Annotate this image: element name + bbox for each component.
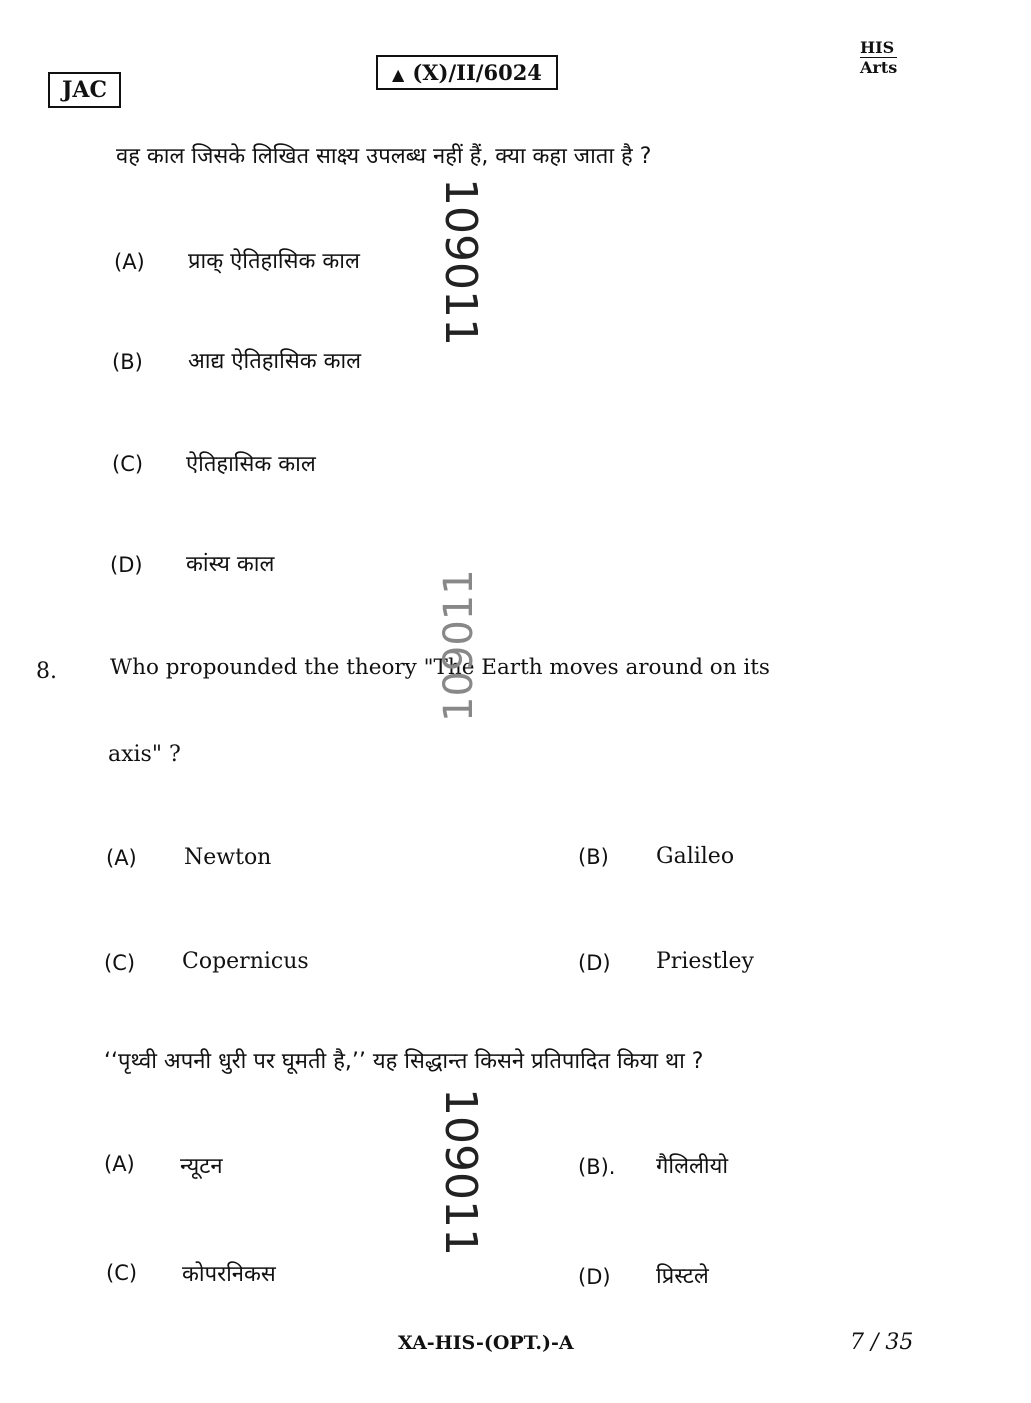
page-number: 7 / 35: [850, 1330, 914, 1355]
serial-stamp: 109011: [436, 569, 482, 722]
triangle-icon: ▲: [392, 65, 405, 84]
q8-option-c-text: Copernicus: [182, 949, 309, 974]
paper-code: [376, 55, 558, 90]
q7-option-a-text: प्राक् ऐतिहासिक काल: [188, 249, 360, 274]
serial-stamp: 109011: [435, 1088, 486, 1256]
q8-option-a-label: (A): [106, 846, 137, 870]
q8-option-c-label: (C): [104, 951, 136, 975]
q8-hindi-option-a-label: (A): [104, 1152, 135, 1176]
q8-hindi-option-c-label: (C): [106, 1261, 138, 1285]
q7-option-b-label: (B): [112, 350, 143, 374]
subject-code: HIS: [860, 38, 897, 58]
q8-option-d-label: (D): [578, 951, 611, 975]
q8-question-line1: Who propounded the theory "The Earth moves around on its: [110, 655, 770, 680]
serial-stamp: 109011: [435, 178, 486, 346]
q7-option-d-label: (D): [110, 553, 143, 577]
q8-hindi-option-c-text: कोपरनिकस: [182, 1262, 276, 1287]
q8-hindi-option-b-text: गैलिलीयो: [656, 1154, 729, 1179]
board-label: JAC: [48, 72, 121, 108]
q7-option-b-text: आद्य ऐतिहासिक काल: [188, 349, 362, 374]
q7-option-d-text: कांस्य काल: [186, 552, 275, 577]
footer-paper-code: XA-HIS-(OPT.)-A: [398, 1332, 574, 1354]
q7-hindi-question: वह काल जिसके लिखित साक्ष्य उपलब्ध नहीं हैं, क्या कहा जाता है ?: [116, 144, 652, 169]
q8-hindi-option-d-label: (D): [578, 1265, 611, 1289]
q7-option-c-label: (C): [112, 452, 144, 476]
q8-hindi-option-b-label: (B).: [578, 1155, 616, 1179]
paper-code-text: (X)/II/6024: [412, 60, 542, 85]
q8-hindi-option-a-text: न्यूटन: [180, 1154, 223, 1179]
q8-number: 8.: [36, 659, 57, 684]
q8-question-line2: axis" ?: [108, 742, 181, 767]
stream-label: Arts: [860, 58, 898, 78]
q8-hindi-option-d-text: प्रिस्टले: [656, 1264, 709, 1289]
q8-option-d-text: Priestley: [656, 949, 754, 974]
subject-corner-label: [860, 38, 897, 77]
q7-option-a-label: (A): [114, 250, 145, 274]
q7-option-c-text: ऐतिहासिक काल: [186, 452, 316, 477]
q8-option-a-text: Newton: [184, 845, 272, 870]
q8-option-b-label: (B): [578, 845, 609, 869]
q8-hindi-question: ‘‘पृथ्वी अपनी धुरी पर घूमती है,’’ यह सिद्धान्त किसने प्रतिपादित किया था ?: [104, 1049, 704, 1074]
q8-option-b-text: Galileo: [656, 844, 735, 869]
